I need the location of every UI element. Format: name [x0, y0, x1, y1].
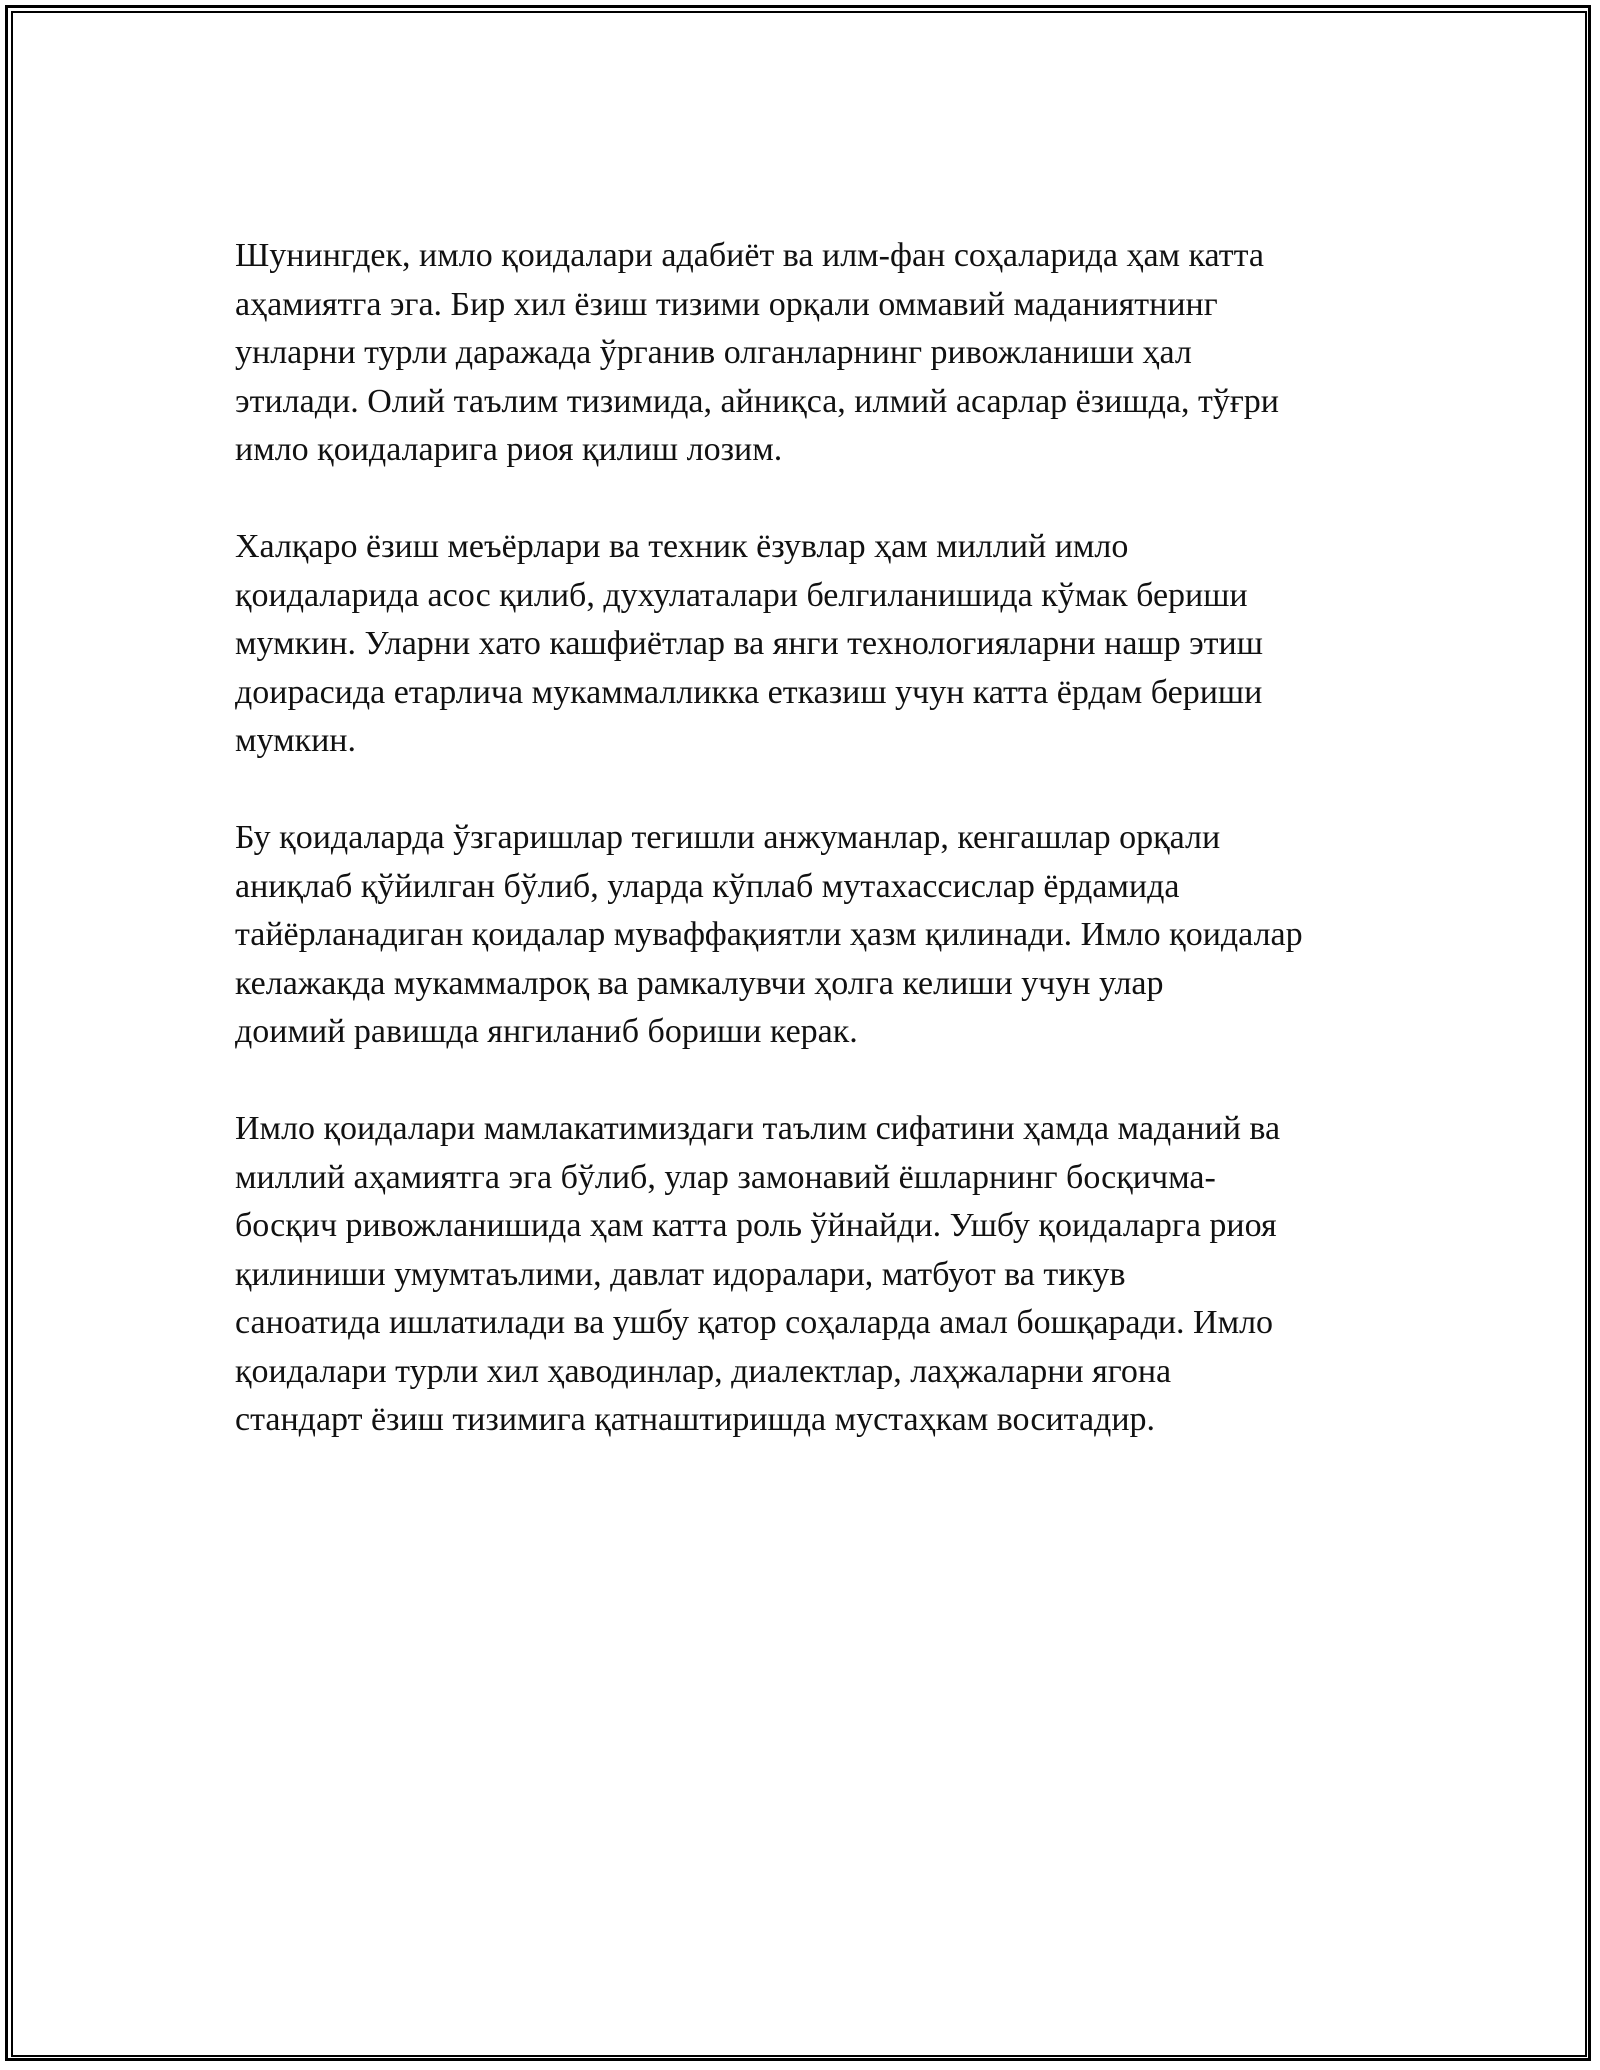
paragraph-line: имло қоидаларига риоя қилиш лозим. — [235, 431, 783, 468]
paragraph-line: миллий аҳамиятга эга бўлиб, улар замонавий ёшларнинг босқичма- — [235, 1158, 1216, 1196]
paragraph-line: Халқаро ёзиш меъёрлари ва техник ёзувлар ҳам миллий имло — [235, 528, 1129, 565]
paragraph-1 — [235, 232, 1385, 475]
paragraph-line: аҳамиятга эга. Бир хил ёзиш тизими орқали оммавий маданиятнинг — [235, 285, 1218, 323]
paragraph-3 — [235, 814, 1385, 1057]
paragraph-line: Имло қоидалари мамлакатимиздаги таълим сифатини ҳамда маданий ва — [235, 1110, 1281, 1147]
paragraph-line: Шунингдек, имло қоидалари адабиёт ва илм-фан соҳаларида ҳам катта — [235, 237, 1264, 274]
paragraph-line: қоидалари турли хил ҳаводинлар, диалектлар, лаҳжаларни ягона — [235, 1352, 1172, 1390]
document-body — [235, 232, 1385, 1493]
paragraph-line: саноатида ишлатилади ва ушбу қатор соҳаларда амал бошқаради. Имло — [235, 1304, 1274, 1341]
paragraph-line: аниқлаб қўйилган бўлиб, уларда кўплаб мутахассислар ёрдамида — [235, 867, 1180, 905]
paragraph-line: мумкин. Уларни хато кашфиётлар ва янги технологияларни нашр этиш — [235, 625, 1263, 662]
paragraph-2 — [235, 523, 1385, 766]
paragraph-line: қилиниши умумтаълими, давлат идоралари, матбуот ва тикув — [235, 1255, 1126, 1293]
paragraph-line: тайёрланадиган қоидалар муваффақиятли ҳазм қилинади. Имло қоидалар — [235, 916, 1303, 953]
paragraph-line: доимий равишда янгиланиб бориши керак. — [235, 1013, 858, 1050]
paragraph-line: унларни турли даражада ўрганив олганларнинг ривожланиши ҳал — [235, 334, 1192, 371]
paragraph-line: стандарт ёзиш тизимига қатнаштиришда мустаҳкам воситадир. — [235, 1401, 1156, 1438]
paragraph-4 — [235, 1105, 1385, 1445]
paragraph-line: босқич ривожланишида ҳам катта роль ўйнайди. Ушбу қоидаларга риоя — [235, 1207, 1277, 1244]
paragraph-line: келажакда мукаммалроқ ва рамкалувчи ҳолга келиши учун улар — [235, 964, 1164, 1002]
paragraph-line: мумкин. — [235, 722, 356, 759]
paragraph-line: этилади. Олий таълим тизимида, айниқса, илмий асарлар ёзишда, тўғри — [235, 382, 1279, 420]
paragraph-line: Бу қоидаларда ўзгаришлар тегишли анжуманлар, кенгашлар орқали — [235, 819, 1221, 856]
paragraph-line: доирасида етарлича мукаммалликка етказиш учун катта ёрдам бериши — [235, 673, 1263, 711]
paragraph-line: қоидаларида асос қилиб, духулаталари белгиланишида кўмак бериши — [235, 576, 1248, 614]
